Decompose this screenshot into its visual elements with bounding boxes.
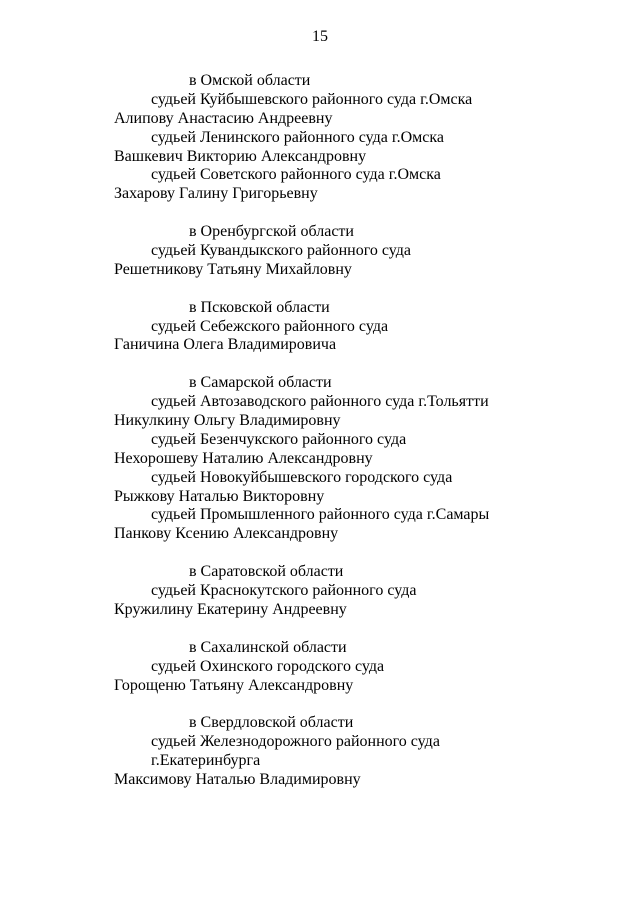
court-position: судьей Краснокутского районного суда [151,582,417,600]
region-heading: в Саратовской области [189,563,344,581]
judge-name: Захарову Галину Григорьевну [114,185,318,203]
court-position: судьей Ленинского районного суда г.Омска [151,128,444,146]
region-heading: в Самарской области [189,374,332,392]
judge-name: Вашкевич Викторию Александровну [114,147,367,165]
region-section [114,223,614,280]
court-position: судьей Железнодорожного районного суда [151,733,440,751]
court-position: судьей Советского районного суда г.Омска [151,166,441,184]
region-section [114,639,614,696]
region-heading: в Псковской области [189,298,330,316]
court-position: судьей Кувандыкского районного суда [151,242,412,260]
judge-name: Максимову Наталью Владимировну [114,770,361,788]
judge-name: Нехорошеву Наталию Александровну [114,449,373,467]
court-position: судьей Куйбышевского районного суда г.Омска [151,90,473,108]
judge-name: Ганичина Олега Владимировича [114,336,337,354]
judge-name: Рыжкову Наталью Викторовну [114,487,325,505]
court-position: судьей Безенчукского районного суда [151,430,407,448]
court-position: судьей Новокуйбышевского городского суда [151,468,453,486]
region-heading: в Свердловской области [189,714,354,732]
appointments-list [114,72,614,790]
judge-name: Горощеню Татьяну Александровну [114,676,354,694]
court-position: судьей Себежского районного суда [151,317,389,335]
region-heading: в Оренбургской области [189,223,354,241]
region-section [114,714,614,790]
judge-name: Алипову Анастасию Андреевну [114,109,333,127]
court-position: судьей Автозаводского районного суда г.Тольятти [151,393,489,411]
judge-name: Кружилину Екатерину Андреевну [114,600,347,618]
page-number: 15 [312,28,328,45]
region-section [114,72,614,204]
region-heading: в Сахалинской области [189,638,347,656]
region-section [114,563,614,620]
judge-name: Решетникову Татьяну Михайловну [114,260,352,278]
region-section [114,374,614,544]
court-position: судьей Промышленного районного суда г.Самары [151,506,490,524]
judge-name: Панкову Ксению Александровну [114,525,339,543]
judge-name: Никулкину Ольгу Владимировну [114,412,341,430]
court-position: г.Екатеринбурга [151,752,261,770]
region-heading: в Омской области [189,72,311,89]
region-section [114,299,614,356]
court-position: судьей Охинского городского суда [151,657,385,675]
